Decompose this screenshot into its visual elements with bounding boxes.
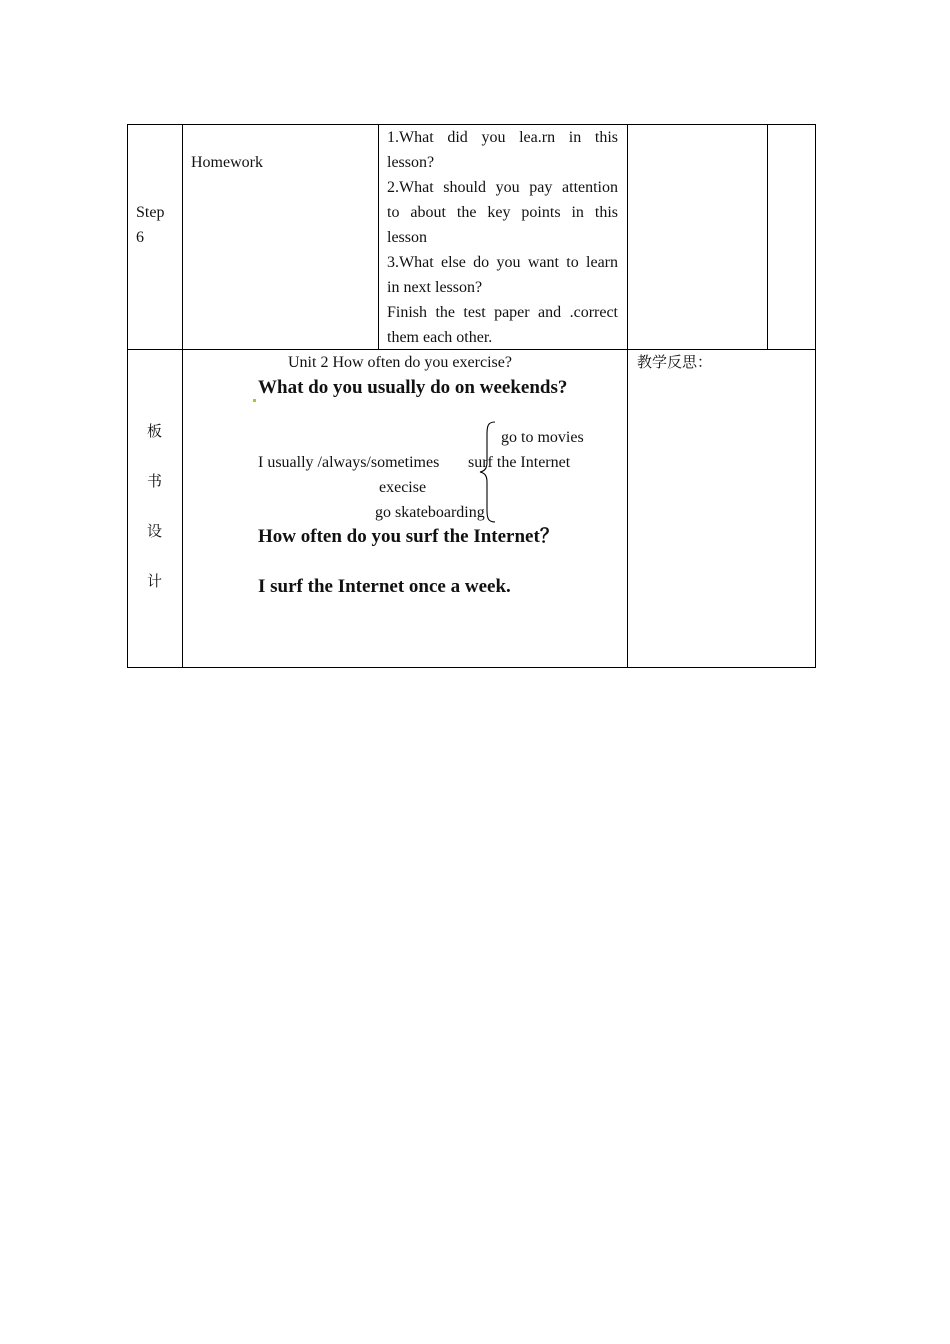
board-answer: I surf the Internet once a week.	[258, 576, 511, 597]
table-bottom-border	[127, 667, 816, 668]
board-label-char: 书	[147, 472, 163, 490]
step-number: 6	[136, 229, 144, 246]
column-divider-1	[182, 124, 183, 668]
task-line: lesson	[387, 229, 427, 246]
task-line: in next lesson?	[387, 279, 483, 296]
table-right-border	[815, 124, 816, 668]
table-left-border	[127, 124, 128, 668]
option-execise: execise	[379, 479, 427, 496]
option-go-to-movies: go to movies	[501, 429, 584, 446]
curly-brace-icon	[476, 420, 500, 524]
marker-dot	[253, 399, 256, 402]
column-divider-2	[378, 124, 379, 350]
board-label-char: 计	[147, 572, 163, 590]
task-line: them each other.	[387, 329, 493, 346]
activity-homework: Homework	[191, 154, 263, 171]
step-label: Step	[136, 204, 165, 221]
unit-title: Unit 2 How often do you exercise?	[288, 354, 512, 371]
task-line: lesson?	[387, 154, 435, 171]
sentence-frame: I usually /always/sometimes	[258, 454, 440, 471]
homework-tasks	[387, 125, 618, 350]
task-line: 3.What else do you want to learn	[387, 254, 618, 271]
task-line: to about the key points in this	[387, 204, 618, 221]
task-line: 2.What should you pay attention	[387, 179, 618, 196]
task-line: Finish the test paper and .correct	[387, 304, 618, 321]
option-surf-the-internet: surf the Internet	[468, 454, 571, 471]
board-label-char: 设	[147, 522, 163, 540]
column-divider-4	[767, 124, 768, 350]
column-divider-3	[627, 124, 628, 668]
task-line: 1.What did you lea.rn in this	[387, 129, 618, 146]
board-question-1: What do you usually do on weekends?	[258, 377, 568, 398]
board-question-2: How often do you surf the Internet？	[258, 526, 559, 547]
reflection-label: 教学反思：	[637, 353, 713, 371]
option-go-skateboarding: go skateboarding	[375, 504, 485, 521]
board-label-char: 板	[147, 422, 163, 440]
